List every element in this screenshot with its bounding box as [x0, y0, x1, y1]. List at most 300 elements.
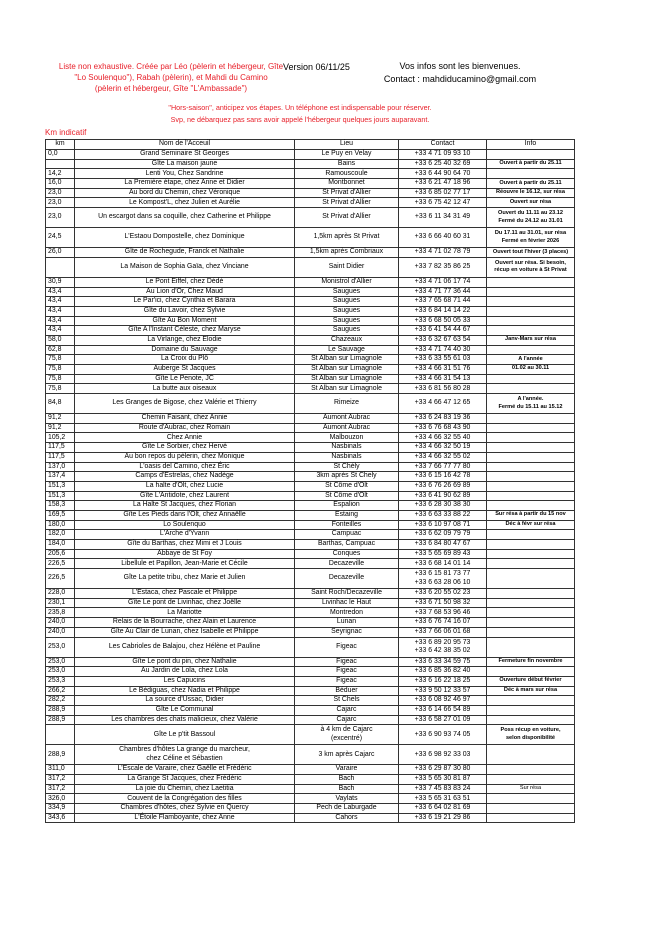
name-cell: Relais de la Bourrache, chez Alain et Laurence: [75, 618, 295, 628]
km-cell: 228,0: [46, 589, 75, 599]
table-row: [46, 179, 575, 189]
contact-cell: [399, 696, 487, 706]
contact-cell: [399, 365, 487, 375]
info-cell: [487, 297, 575, 307]
info-cell: [487, 813, 575, 823]
lieu-cell: St Chels: [295, 696, 399, 706]
km-cell: 26,0: [46, 248, 75, 258]
contact-cell-line: +33 4 66 32 50 19: [414, 443, 471, 451]
contact-cell: [399, 784, 487, 794]
table-row: [46, 345, 575, 355]
lieu-cell: Decazeville: [295, 569, 399, 589]
table-row: [46, 794, 575, 804]
contact-cell-line: +33 6 71 50 98 32: [414, 598, 471, 606]
lieu-cell-line: (excentré): [330, 734, 363, 742]
km-cell: 235,8: [46, 608, 75, 618]
contact-cell: [399, 277, 487, 287]
km-cell: 288,9: [46, 745, 75, 765]
table-row: [46, 384, 575, 394]
name-cell: La Croix du Plô: [75, 355, 295, 365]
info-cell-line: selon disponibilité: [505, 734, 556, 741]
lieu-cell: Cahors: [295, 813, 399, 823]
info-cell: [487, 794, 575, 804]
info-cell: [487, 355, 575, 365]
info-cell: [487, 686, 575, 696]
contact-cell-line: +33 5 65 31 63 51: [414, 794, 471, 802]
lieu-cell: Livinhac le Haut: [295, 598, 399, 608]
info-cell-line: Ouvert du 11.11 au 23.12: [498, 209, 563, 216]
contact-cell: [399, 725, 487, 745]
info-cell: [487, 423, 575, 433]
contact-cell-line: +33 6 63 28 06 10: [414, 578, 471, 586]
table-body: [46, 150, 575, 823]
contact-cell-line: +33 6 44 90 64 70: [414, 169, 471, 177]
contact-cell: [399, 150, 487, 160]
lieu-cell: Aumont Aubrac: [295, 414, 399, 424]
table-row: [46, 686, 575, 696]
welcome-text: Vos infos sont les bienvenues.: [399, 61, 521, 71]
km-cell: 43,4: [46, 326, 75, 336]
name-cell: Gîte Le Communal: [75, 705, 295, 715]
intro-line: Liste non exhaustive. Créée par Léo (pèlerin et hébergeur, Gîte: [58, 62, 284, 71]
table-row: [46, 745, 575, 765]
lieu-cell: St Côme d'Olt: [295, 491, 399, 501]
contact-cell-line: +33 6 42 38 35 02: [414, 647, 471, 654]
contact-cell: [399, 627, 487, 637]
contact-cell-line: +33 4 71 77 36 44: [414, 287, 471, 295]
table-row: [46, 569, 575, 589]
name-cell: La Mariotte: [75, 608, 295, 618]
contact-cell-line: +33 6 85 02 77 17: [414, 188, 471, 196]
km-cell: 43,4: [46, 316, 75, 326]
contact-cell-line: +33 4 71 02 78 79: [414, 248, 471, 256]
lieu-cell: Figeac: [295, 657, 399, 667]
km-cell: 317,2: [46, 784, 75, 794]
info-cell: [487, 598, 575, 608]
contact-cell: [399, 169, 487, 179]
contact-cell-line: +33 6 28 30 38 30: [414, 501, 471, 509]
lieu-cell: Bains: [295, 159, 399, 169]
info-cell: [487, 618, 575, 628]
table-row: [46, 657, 575, 667]
name-cell: Lo Soulenquo: [75, 520, 295, 530]
lieu-cell: Aumont Aubrac: [295, 423, 399, 433]
km-cell: 75,8: [46, 355, 75, 365]
info-cell: [487, 384, 575, 394]
info-cell: [487, 715, 575, 725]
name-cell: Les Granges de Bigose, chez Valérie et Thierry: [75, 394, 295, 414]
contact-cell-line: +33 6 66 40 60 31: [414, 233, 471, 241]
contact-cell-line: +33 6 15 81 73 77: [414, 570, 471, 578]
contact-cell-line: +33 6 68 50 05 33: [414, 316, 471, 324]
km-cell: 266,2: [46, 686, 75, 696]
name-cell: Chez Annie: [75, 433, 295, 443]
info-cell-line: Déc à févr sur résa: [505, 521, 556, 528]
contact-cell: [399, 208, 487, 228]
info-cell: [487, 804, 575, 814]
contact-cell-line: +33 7 45 83 83 24: [414, 784, 471, 792]
contact-cell: [399, 589, 487, 599]
name-cell: L'oasis del Camino, chez Éric: [75, 462, 295, 472]
lieu-cell: Malbouzon: [295, 433, 399, 443]
info-cell: [487, 257, 575, 277]
info-cell: [487, 549, 575, 559]
name-cell: L'Escale de Varaire, chez Gaëlle et Frédéric: [75, 765, 295, 775]
column-header-lieu: Lieu: [295, 140, 399, 150]
contact-cell-line: +33 7 65 68 71 44: [414, 297, 471, 305]
contact-cell: [399, 667, 487, 677]
contact-cell: [399, 676, 487, 686]
info-cell: [487, 491, 575, 501]
table-row: [46, 501, 575, 511]
lieu-cell: St Privat d'Allier: [295, 188, 399, 198]
info-cell: [487, 501, 575, 511]
km-cell: 226,5: [46, 559, 75, 569]
info-cell-line: A l'année.: [517, 395, 544, 402]
km-cell: 117,5: [46, 452, 75, 462]
contact-cell: [399, 549, 487, 559]
lieu-cell: Rimeize: [295, 394, 399, 414]
contact-cell: [399, 472, 487, 482]
contact-cell: [399, 530, 487, 540]
km-cell: 288,9: [46, 705, 75, 715]
name-cell-line: Chambres d'hôtes La grange du marcheur,: [119, 746, 250, 754]
info-cell: [487, 188, 575, 198]
lieu-cell: Béduer: [295, 686, 399, 696]
contact-cell-line: +33 5 65 30 81 87: [414, 775, 471, 783]
info-cell-line: Sur résa à partir du 15 nov: [495, 511, 566, 518]
contact-cell: [399, 394, 487, 414]
info-cell-line: Sur résa: [519, 785, 542, 792]
name-cell: L'Arche d'Yvann: [75, 530, 295, 540]
lieu-cell: Figeac: [295, 676, 399, 686]
km-cell: 334,9: [46, 804, 75, 814]
info-cell: [487, 228, 575, 248]
lieu-cell: Bach: [295, 784, 399, 794]
info-cell: [487, 248, 575, 258]
lieu-cell: Estaing: [295, 510, 399, 520]
info-cell: [487, 287, 575, 297]
table-row: [46, 481, 575, 491]
table-row: [46, 248, 575, 258]
contact-cell-line: +33 4 71 09 93 10: [414, 150, 471, 158]
lieu-cell: Espalion: [295, 501, 399, 511]
table-row: [46, 277, 575, 287]
lieu-cell: Seyrignac: [295, 627, 399, 637]
contact-cell-line: +33 6 81 56 80 28: [414, 384, 471, 392]
contact-cell-line: +33 6 63 33 88 22: [414, 511, 471, 519]
name-cell: Gîte Au Clair de Lunan, chez Isabelle et Philippe: [75, 627, 295, 637]
km-cell: 253,3: [46, 676, 75, 686]
contact-cell: [399, 618, 487, 628]
contact-cell-line: +33 9 50 12 33 57: [414, 686, 471, 694]
contact-cell: [399, 686, 487, 696]
name-cell: [75, 745, 295, 765]
lieu-cell: St Alban sur Limagnole: [295, 355, 399, 365]
lieu-cell: 1,5km après St Privat: [295, 228, 399, 248]
table-row: [46, 667, 575, 677]
table-row: [46, 627, 575, 637]
contact-cell-line: +33 6 33 55 61 03: [414, 355, 471, 363]
contact-cell: [399, 306, 487, 316]
info-cell: [487, 433, 575, 443]
contact-cell: [399, 287, 487, 297]
lieu-cell: Campuac: [295, 530, 399, 540]
name-cell: La Maison de Sophia Gaïa, chez Vinciane: [75, 257, 295, 277]
contact-cell: [399, 775, 487, 785]
km-cell: 91,2: [46, 423, 75, 433]
contact-cell-line: +33 6 20 55 02 23: [414, 589, 471, 597]
km-cell: 117,5: [46, 443, 75, 453]
km-cell: 43,4: [46, 297, 75, 307]
lieu-cell: Montredon: [295, 608, 399, 618]
table-row: [46, 326, 575, 336]
km-label: Km indicatif: [45, 128, 87, 137]
lieu-cell: Figeac: [295, 667, 399, 677]
name-cell: Auberge St Jacques: [75, 365, 295, 375]
table-row: [46, 676, 575, 686]
column-header-name: Nom de l'Acceuil: [75, 140, 295, 150]
contact-cell-line: +33 4 66 31 54 13: [414, 374, 471, 382]
km-cell: 23,0: [46, 198, 75, 208]
name-cell: Gîte Le p'tit Bassoul: [75, 725, 295, 745]
km-cell: 84,8: [46, 394, 75, 414]
contact-cell: [399, 520, 487, 530]
column-header-contact: Contact: [399, 140, 487, 150]
km-cell: 253,0: [46, 667, 75, 677]
name-cell: Le Par'ici, chez Cynthia et Barara: [75, 297, 295, 307]
lieu-cell: 3 km après Cajarc: [295, 745, 399, 765]
lieu-cell: St Côme d'Olt: [295, 481, 399, 491]
table-row: [46, 355, 575, 365]
table-row: [46, 208, 575, 228]
name-cell: La Halte St Jacques, chez Florian: [75, 501, 295, 511]
name-cell: Gîte Le Sorbier, chez Hervé: [75, 443, 295, 453]
km-cell: 158,3: [46, 501, 75, 511]
contact-cell: [399, 540, 487, 550]
km-cell: 137,4: [46, 472, 75, 482]
contact-cell-line: +33 6 29 87 30 80: [414, 765, 471, 773]
table-row: [46, 433, 575, 443]
contact-cell-line: +33 7 82 35 86 25: [414, 263, 471, 271]
lieu-cell: Le Sauvage: [295, 345, 399, 355]
info-cell: [487, 277, 575, 287]
info-cell: [487, 540, 575, 550]
contact-cell: [399, 491, 487, 501]
contact-cell: [399, 326, 487, 336]
table-row: [46, 715, 575, 725]
contact-cell-line: +33 6 24 83 19 36: [414, 414, 471, 422]
table-row: [46, 491, 575, 501]
info-cell: [487, 316, 575, 326]
lieu-cell: Decazeville: [295, 559, 399, 569]
km-cell: 62,8: [46, 345, 75, 355]
name-cell: Gîte La maison jaune: [75, 159, 295, 169]
info-cell: [487, 569, 575, 589]
info-cell: [487, 179, 575, 189]
km-cell: 151,3: [46, 491, 75, 501]
km-cell: 0,0: [46, 150, 75, 160]
name-cell: Un escargot dans sa coquille, chez Catherine et Philippe: [75, 208, 295, 228]
info-cell-line: Ouvert tout l'hiver (3 places): [492, 248, 569, 255]
info-cell: [487, 462, 575, 472]
lieu-cell: St Privat d'Allier: [295, 208, 399, 228]
lieu-cell: Fonteilles: [295, 520, 399, 530]
km-cell: 43,4: [46, 306, 75, 316]
name-cell: L'Estaca, chez Pascale et Philippe: [75, 589, 295, 599]
km-cell: 23,0: [46, 208, 75, 228]
column-header-km: km: [46, 140, 75, 150]
table-row: [46, 705, 575, 715]
name-cell: La Grange St Jacques, chez Frédéric: [75, 775, 295, 785]
table-row: [46, 169, 575, 179]
contact-cell-line: +33 6 41 90 62 89: [414, 491, 471, 499]
lieu-cell: Nasbinals: [295, 443, 399, 453]
contact-cell-line: +33 6 08 92 46 97: [414, 696, 471, 704]
name-cell: Gîte L'Antidote, chez Laurent: [75, 491, 295, 501]
info-cell: [487, 725, 575, 745]
lieu-cell: Saugues: [295, 316, 399, 326]
contact-cell: [399, 423, 487, 433]
contact-cell: [399, 559, 487, 569]
table-row: [46, 297, 575, 307]
contact-cell-line: +33 6 76 68 43 90: [414, 423, 471, 431]
name-cell: Gîte Le pont du pin, chez Nathalie: [75, 657, 295, 667]
name-cell: Grand Seminaire St Georges: [75, 150, 295, 160]
contact-cell-line: +33 6 14 66 54 89: [414, 706, 471, 714]
contact-cell-line: +33 6 84 14 14 22: [414, 307, 471, 315]
lieu-cell: [295, 725, 399, 745]
table-row: [46, 159, 575, 169]
info-cell: [487, 559, 575, 569]
lieu-cell: St Alban sur Limagnole: [295, 365, 399, 375]
contact-cell-line: +33 7 66 06 01 68: [414, 627, 471, 635]
table-row: [46, 374, 575, 384]
info-cell-line: Fermé du 15.11 au 15.12: [498, 403, 563, 410]
name-cell: Gîte Au Bon Moment: [75, 316, 295, 326]
lieu-cell: Varaire: [295, 765, 399, 775]
info-cell: [487, 472, 575, 482]
contact-cell-line: +33 4 66 32 55 40: [414, 433, 471, 441]
km-cell: 14,2: [46, 169, 75, 179]
km-cell: 75,8: [46, 365, 75, 375]
info-cell: [487, 326, 575, 336]
table-row: [46, 530, 575, 540]
table-row: [46, 150, 575, 160]
km-cell: 226,5: [46, 569, 75, 589]
lieu-cell: Lunan: [295, 618, 399, 628]
name-cell: Couvent de la Congrégation des filles: [75, 794, 295, 804]
name-cell-line: chez Céline et Sébastien: [146, 754, 223, 762]
contact-cell: [399, 257, 487, 277]
table-row: [46, 765, 575, 775]
contact-cell: [399, 384, 487, 394]
table-row: [46, 306, 575, 316]
info-cell: [487, 481, 575, 491]
contact-email: Contact : mahdiducamino@gmail.com: [383, 74, 537, 84]
km-cell: 180,0: [46, 520, 75, 530]
table-row: [46, 618, 575, 628]
table-row: [46, 608, 575, 618]
name-cell: Domaine du Sauvage: [75, 345, 295, 355]
lieu-cell: St Alban sur Limagnole: [295, 384, 399, 394]
contact-cell: [399, 335, 487, 345]
name-cell: Les Cabrioles de Balajou, chez Hélène et Pauline: [75, 637, 295, 657]
info-cell: [487, 705, 575, 715]
name-cell: L'Estaou Dompostelle, chez Dominique: [75, 228, 295, 248]
contact-cell-line: +33 6 41 54 44 67: [414, 326, 471, 334]
lieu-cell: Saugues: [295, 297, 399, 307]
lieu-cell: Pech de Laburgade: [295, 804, 399, 814]
lieu-cell: St Alban sur Limagnole: [295, 374, 399, 384]
name-cell: Au Jardin de Lola, chez Lola: [75, 667, 295, 677]
name-cell: Au Lion d'Or, Chez Maud: [75, 287, 295, 297]
info-cell: [487, 530, 575, 540]
name-cell: Lenti You, Chez Sandrine: [75, 169, 295, 179]
lieu-cell-line: à 4 km de Cajarc: [320, 726, 373, 734]
contact-cell-line: +33 6 76 26 69 89: [414, 482, 471, 490]
contact-cell-line: +33 4 71 06 17 74: [414, 277, 471, 285]
contact-cell: [399, 345, 487, 355]
km-cell: 58,0: [46, 335, 75, 345]
info-cell: [487, 452, 575, 462]
km-cell: 343,6: [46, 813, 75, 823]
intro-text: [46, 61, 296, 94]
contact-cell: [399, 657, 487, 667]
km-cell: 16,0: [46, 179, 75, 189]
contact-cell-line: +33 6 76 74 16 07: [414, 618, 471, 626]
name-cell: Au bord du Chemin, chez Véronique: [75, 188, 295, 198]
info-cell: [487, 345, 575, 355]
table-row: [46, 287, 575, 297]
contact-cell-line: +33 6 25 40 32 69: [414, 159, 471, 167]
km-cell: 317,2: [46, 775, 75, 785]
contact-cell: [399, 414, 487, 424]
table-row: [46, 775, 575, 785]
info-cell-line: Ouvert sur résa. Si besoin,: [495, 259, 566, 266]
info-cell: [487, 414, 575, 424]
info-cell: [487, 443, 575, 453]
contact-cell: [399, 637, 487, 657]
name-cell: Gîte Le pont de Livinhac, chez Joëlle: [75, 598, 295, 608]
contact-cell: [399, 608, 487, 618]
km-cell: 182,0: [46, 530, 75, 540]
contact-cell: [399, 510, 487, 520]
lieu-cell: Cajarc: [295, 705, 399, 715]
lieu-cell: Chazeaux: [295, 335, 399, 345]
info-cell: [487, 775, 575, 785]
table-row: [46, 365, 575, 375]
table-row: [46, 443, 575, 453]
contact-cell-line: +33 6 19 21 29 86: [414, 813, 471, 821]
lieu-cell: 1,5km après Combriaux: [295, 248, 399, 258]
km-cell: 91,2: [46, 414, 75, 424]
contact-cell: [399, 198, 487, 208]
column-header-info: Info: [487, 140, 575, 150]
km-cell: 169,5: [46, 510, 75, 520]
km-cell: 23,0: [46, 188, 75, 198]
km-cell: 137,0: [46, 462, 75, 472]
contact-cell: [399, 804, 487, 814]
name-cell: Route d'Aubrac, chez Romain: [75, 423, 295, 433]
contact-cell-line: +33 6 33 34 59 75: [414, 657, 471, 665]
contact-cell-line: +33 6 32 67 63 54: [414, 336, 471, 344]
info-cell-line: Poss récup en voiture,: [500, 727, 561, 734]
contact-cell-line: +33 7 66 77 77 80: [414, 462, 471, 470]
contact-cell: [399, 452, 487, 462]
info-cell-line: Ouverture début février: [499, 677, 562, 684]
info-cell: [487, 150, 575, 160]
